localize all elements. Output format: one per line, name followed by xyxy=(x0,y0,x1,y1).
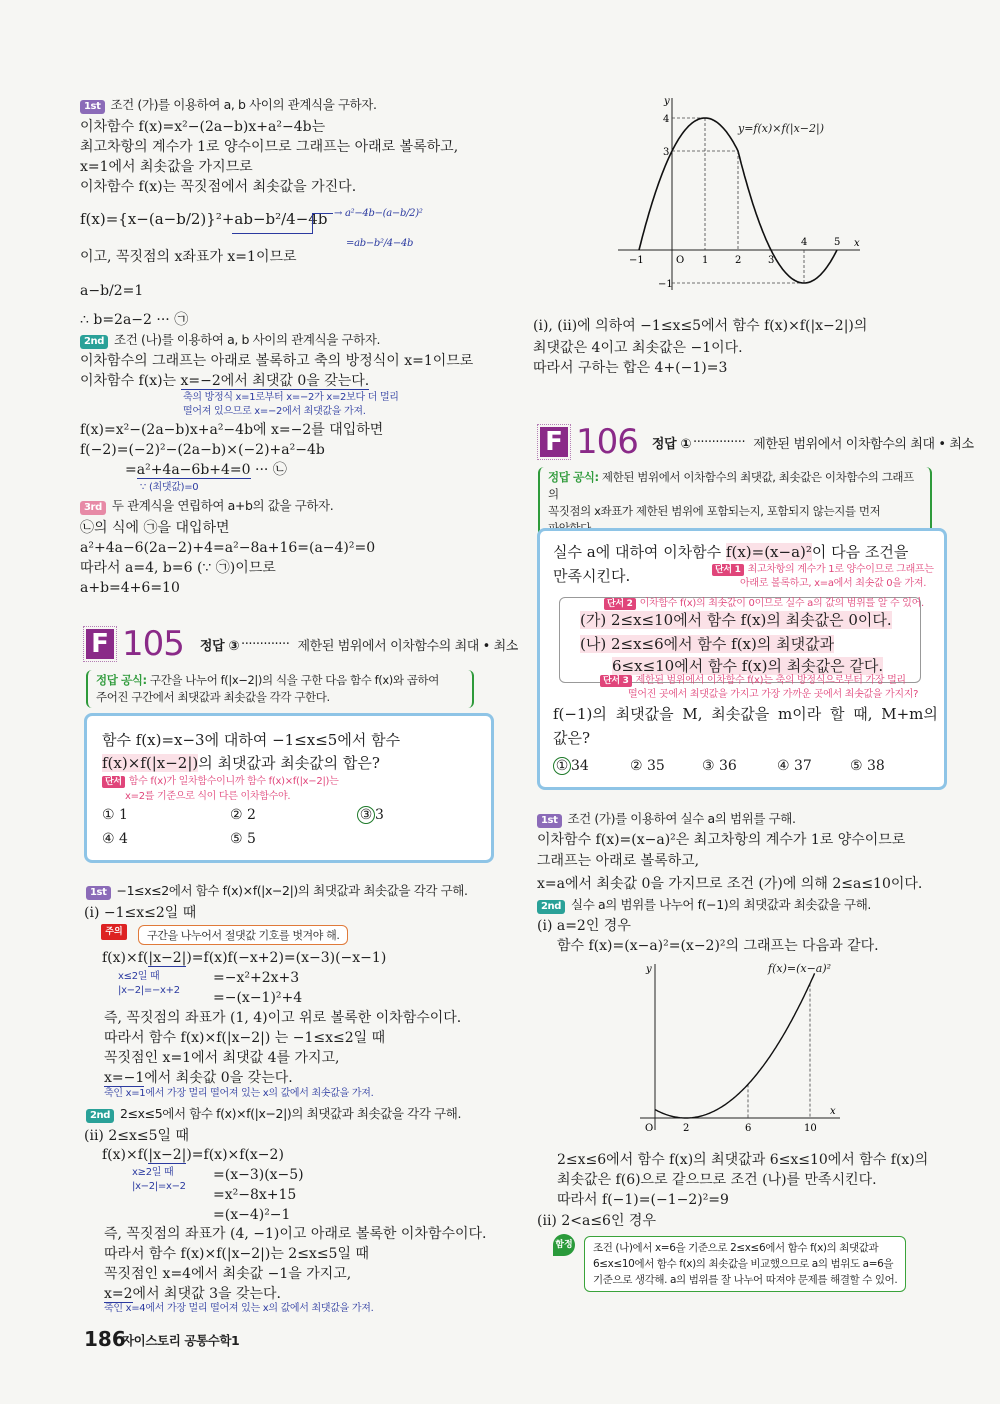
text-line: 이고, 꼭짓점의 x좌표가 x=1이므로 xyxy=(80,249,297,265)
text-line: 이차함수 f(x)=(x−a)²은 최고차항의 계수가 1로 양수이므로 xyxy=(537,832,906,848)
text-line xyxy=(104,1069,293,1087)
step-title: 2≤x≤5에서 함수 f(x)×f(|x−2|)의 최댓값과 최솟값을 각각 구해. xyxy=(120,1106,462,1121)
text: 조건 (나)에서 x=6을 기준으로 2≤x≤6에서 함수 f(x)의 최댓값과 xyxy=(593,1242,879,1254)
equation: =−x²+2x+3 xyxy=(213,970,300,986)
x-tick-label: −1 xyxy=(629,255,644,266)
text: )=f(x)×f(x−2) xyxy=(186,1147,284,1163)
annotation: → a²−4b−(a−b/2)² xyxy=(334,208,423,219)
step-2nd-heading xyxy=(537,896,871,914)
text-line: ㉡의 식에 ㉠을 대입하면 xyxy=(80,520,230,536)
underlined-text: a²+4a−6b+4=0 xyxy=(136,462,251,478)
x-tick-label: 2 xyxy=(735,255,742,266)
text: 이차함수 f(x)는 xyxy=(80,373,181,389)
step-title: 조건 (나)를 이용하여 a, b 사이의 관계식을 구하자. xyxy=(114,332,381,347)
choice-3-selected[interactable] xyxy=(357,806,384,824)
text: 에서 최솟값 0을 갖는다. xyxy=(144,1070,293,1086)
annotation: =ab−b²/4−4b xyxy=(346,238,414,249)
choice-2[interactable]: ② 2 xyxy=(230,807,256,823)
equation: f(−2)=(−2)²−(2a−b)×(−2)+a²−4b xyxy=(80,442,325,458)
choice-1[interactable]: ① 1 xyxy=(102,807,128,823)
choice-3[interactable]: ③ 36 xyxy=(702,758,737,774)
step-3rd-heading xyxy=(80,497,333,515)
x-tick-label: 5 xyxy=(834,237,841,248)
question-line: 값은? xyxy=(553,729,591,747)
hint-tag: 단서 2 xyxy=(604,598,636,610)
step-2nd-heading xyxy=(86,1105,461,1123)
text-line: (i), (ii)에 의하여 −1≤x≤5에서 함수 f(x)×f(|x−2|)의 xyxy=(533,318,868,334)
choice-5[interactable]: ⑤ 5 xyxy=(230,831,256,847)
step-title: 실수 a의 범위를 나누어 f(−1)의 최댓값과 최솟값을 구해. xyxy=(571,897,871,912)
x-tick-label: 2 xyxy=(683,1123,690,1134)
section-letter: F xyxy=(540,427,568,457)
choice-4[interactable]: ④ 37 xyxy=(777,758,812,774)
text-line: 꼭짓점인 x=4에서 최솟값 −1을 가지고, xyxy=(104,1266,352,1282)
hint-1 xyxy=(712,563,934,576)
underlined-text: x=−2에서 최댓값 0을 갖는다. xyxy=(180,373,370,389)
question-line xyxy=(102,754,380,772)
answer: 정답 ① xyxy=(651,436,691,452)
problem-106-header xyxy=(540,422,974,462)
formula-label: 정답 공식: xyxy=(96,673,147,687)
choice-1-selected[interactable] xyxy=(553,757,589,775)
text: 함수 f(x)가 일차함수이니까 함수 f(x)×f(|x−2|)는 xyxy=(128,776,339,787)
text: = xyxy=(125,462,137,478)
annotation: 축인 x=1에서 가장 멀리 떨어져 있는 x의 값에서 최솟값을 가져. xyxy=(104,1088,374,1099)
text: )=f(x)f(−x+2)=(x−3)(−x−1) xyxy=(186,950,387,966)
text-line: 최고차항의 계수가 1로 양수이므로 그래프는 아래로 볼록하고, xyxy=(80,139,459,155)
question-line: 함수 f(x)=x−3에 대하여 −1≤x≤5에서 함수 xyxy=(102,731,401,749)
y-tick-label: −1 xyxy=(658,279,673,290)
text-line: 이차함수의 그래프는 아래로 볼록하고 축의 방정식이 x=1이므로 xyxy=(80,353,474,369)
step-1st-heading xyxy=(86,882,468,900)
text: 제한된 범위에서 이차함수의 최댓값, 최솟값은 이차함수의 그래프의 xyxy=(548,470,914,501)
case-heading: (i) −1≤x≤2일 때 xyxy=(84,905,197,921)
text-line: x=1에서 최솟값을 가지므로 xyxy=(80,159,253,175)
annotation: 떨어져 있으므로 x=−2에서 최댓값을 가져. xyxy=(183,406,366,417)
section-letter: F xyxy=(86,629,114,659)
text-line: 따라서 구하는 합은 4+(−1)=3 xyxy=(533,360,728,376)
question-line xyxy=(553,543,908,561)
text: 실수 a에 대하여 이차함수 xyxy=(553,543,726,561)
y-tick-label: 4 xyxy=(663,114,670,125)
text-line: 최댓값은 4이고 최솟값은 −1이다. xyxy=(533,340,743,356)
equation: =x²−8x+15 xyxy=(213,1187,297,1203)
step-badge: 3rd xyxy=(80,501,106,515)
text: 주어진 구간에서 최댓값과 최솟값을 각각 구한다. xyxy=(96,690,330,704)
graph-parabola xyxy=(630,958,850,1138)
text-line: 따라서 함수 f(x)×f(|x−2|)는 2≤x≤5일 때 xyxy=(104,1246,369,1262)
text-line: 꼭짓점인 x=1에서 최댓값 4를 가지고, xyxy=(104,1050,340,1066)
hint-tag: 단서 1 xyxy=(712,564,744,576)
text: 의 최댓값과 최솟값의 합은? xyxy=(198,754,380,772)
text-line: 따라서 f(−1)=(−1−2)²=9 xyxy=(557,1192,729,1208)
selected-circle: ③ xyxy=(357,806,375,824)
annotation: x≤2일 때 xyxy=(118,971,160,982)
case-heading: (ii) 2<a≤6인 경우 xyxy=(537,1213,656,1229)
text-line: 함수 f(x)=(x−a)²=(x−2)²의 그래프는 다음과 같다. xyxy=(557,938,879,954)
x-tick-label: 3 xyxy=(768,255,775,266)
text-line: 그래프는 아래로 볼록하고, xyxy=(537,853,700,869)
text-line: x=a에서 최솟값 0을 가지므로 조건 (가)에 의해 2≤a≤10이다. xyxy=(537,876,923,892)
case-heading: (ii) 2≤x≤5일 때 xyxy=(84,1128,189,1144)
topic: 제한된 범위에서 이차함수의 최대 • 최소 xyxy=(297,638,518,654)
text-line: 즉, 꼭짓점의 좌표가 (4, −1)이고 아래로 볼록한 이차함수이다. xyxy=(104,1226,487,1242)
text: 에서 최댓값 3을 갖는다. xyxy=(132,1286,281,1302)
step-2nd-heading xyxy=(80,331,380,349)
case-heading: (i) a=2인 경우 xyxy=(537,918,631,934)
text: f(x)×f( xyxy=(102,1147,149,1163)
text-line: f(x)=x²−(2a−b)x+a²−4b에 x=−2를 대입하면 xyxy=(80,422,384,438)
text-line xyxy=(80,372,369,390)
equation xyxy=(102,949,386,967)
text-line: 따라서 a=4, b=6 (∵ ㉠)이므로 xyxy=(80,560,276,576)
hint-tag: 단서 xyxy=(102,776,125,788)
question-line: 만족시킨다. xyxy=(553,567,631,585)
condition-na xyxy=(612,657,883,675)
underlined-text: x=2 xyxy=(104,1286,133,1302)
text: 구간을 나누어 f(|x−2|)의 식을 구한 다음 함수 f(x)와 곱하여 xyxy=(146,673,439,687)
y-tick-label: 3 xyxy=(663,147,670,158)
hint-tag: 단서 3 xyxy=(600,675,632,687)
step-badge: 1st xyxy=(80,100,105,114)
condition-ga xyxy=(580,611,892,629)
function-curve xyxy=(655,973,815,1118)
equation: =(x−4)²−1 xyxy=(213,1207,291,1223)
trap-tag: 함정 xyxy=(553,1234,575,1256)
text: (나) 2≤x≤6에서 함수 f(x)의 최댓값과 xyxy=(580,635,835,653)
origin-label: O xyxy=(645,1123,654,1134)
highlighted-text: f(x)=(x−a)² xyxy=(725,543,812,561)
y-axis-label: y xyxy=(664,96,670,107)
text: f(x)×f( xyxy=(102,950,149,966)
text-line: 이차함수 f(x)=x²−(2a−b)x+a²−4b는 xyxy=(80,119,326,135)
answer: 정답 ③ xyxy=(199,638,239,654)
text: 제한된 범위에서 이차함수 f(x)는 축의 방정식으로부터 가장 멀리 xyxy=(635,675,906,686)
hint xyxy=(102,775,338,788)
annotation: 축의 방정식 x=1로부터 x=−2가 x=2보다 더 멀리 xyxy=(183,392,399,403)
equation: a²+4a−6(2a−2)+4=a²−8a+16=(a−4)²=0 xyxy=(80,540,376,556)
x-tick-label: 10 xyxy=(804,1123,817,1134)
hint-3 xyxy=(600,674,906,687)
page-number: 186 xyxy=(84,1327,126,1351)
text: 3 xyxy=(375,807,384,823)
annotation: |x−2|=−x+2 xyxy=(118,985,180,996)
step-1st-heading xyxy=(537,810,796,828)
annotation: |x−2|=x−2 xyxy=(132,1181,186,1192)
step-badge: 2nd xyxy=(86,1109,114,1123)
text-line: 즉, 꼭짓점의 좌표가 (1, 4)이고 위로 볼록한 이차함수이다. xyxy=(104,1010,462,1026)
text: (가) 2≤x≤10에서 함수 f(x)의 최솟값은 0이다. xyxy=(580,611,892,629)
choice-2[interactable]: ② 35 xyxy=(630,758,665,774)
problem-105-header xyxy=(86,624,518,664)
condition-na xyxy=(580,635,834,653)
graph-label: y=f(x)×f(|x−2|) xyxy=(738,122,824,135)
step-1st-heading xyxy=(80,96,377,114)
annotation: x≥2일 때 xyxy=(132,1167,174,1178)
dots: ·············· xyxy=(692,434,746,450)
text-line: 이차함수 f(x)는 꼭짓점에서 최솟값을 가진다. xyxy=(80,179,357,195)
x-axis-label: x xyxy=(854,238,860,249)
step-title: −1≤x≤2에서 함수 f(x)×f(|x−2|)의 최댓값과 최솟값을 각각 구해. xyxy=(116,883,468,898)
problem-number: 106 xyxy=(576,422,638,462)
annotation: ∵ (최댓값)=0 xyxy=(140,482,199,493)
step-title: 두 관계식을 연립하여 a+b의 값을 구하자. xyxy=(111,498,334,513)
text-line: 2≤x≤6에서 함수 f(x)의 최댓값과 6≤x≤10에서 함수 f(x)의 xyxy=(557,1152,929,1168)
text: 이 다음 조건을 xyxy=(811,543,909,561)
step-badge: 2nd xyxy=(537,900,565,914)
underlined-text: x=−1 xyxy=(104,1070,145,1086)
equation xyxy=(125,461,287,479)
text: 이차함수 f(x)의 최솟값이 0이므로 실수 a의 값의 범위를 알 수 있어. xyxy=(639,598,924,609)
highlighted-text: f(x)×f(|x−2|) xyxy=(102,754,199,772)
choice-4[interactable]: ④ 4 xyxy=(102,831,128,847)
text: 34 xyxy=(571,758,589,774)
text: 꼭짓점의 x좌표가 제한된 범위에 포함되는지, 포함되지 않는지를 먼저 xyxy=(548,504,881,518)
step-badge: 1st xyxy=(86,886,111,900)
y-axis-label: y xyxy=(646,964,652,975)
caution-callout: 구간을 나누어서 절댓값 기호를 벗겨야 해. xyxy=(138,925,348,945)
equation: a−b/2=1 xyxy=(80,283,144,299)
problem-number: 105 xyxy=(122,624,184,664)
origin-label: O xyxy=(676,255,685,266)
hint-2 xyxy=(604,597,924,610)
equation: f(x)={x−(a−b/2)}²+ab−b²/4−4b xyxy=(80,210,328,228)
graph-label: f(x)=(x−a)² xyxy=(768,962,832,975)
arrow-connector xyxy=(312,213,333,234)
trap-callout xyxy=(584,1236,906,1292)
underlined-text: |x−2| xyxy=(148,950,187,966)
equation: =−(x−1)²+4 xyxy=(213,990,303,1006)
hint-1: 아래로 볼록하고, x=a에서 최솟값 0을 가져. xyxy=(740,578,927,589)
annotation: 축인 x=4에서 가장 멀리 떨어져 있는 x의 값에서 최댓값을 가져. xyxy=(104,1303,374,1314)
equation xyxy=(102,1146,284,1164)
text: 최고차항의 계수가 1로 양수이므로 그래프는 xyxy=(747,564,934,575)
answer-formula xyxy=(86,670,474,708)
book-title: 자이스토리 공통수학1 xyxy=(122,1333,240,1348)
equation: a+b=4+6=10 xyxy=(80,580,180,596)
text-line: 최솟값은 f(6)으로 같으므로 조건 (나)를 만족시킨다. xyxy=(557,1172,877,1188)
question-line: f(−1)의 최댓값을 M, 최솟값을 m이라 할 때, M+m의 xyxy=(553,705,938,723)
underline xyxy=(232,233,312,234)
text: 기준으로 생각해. a의 범위를 잘 나누어 따져야 문제를 해결할 수 있어. xyxy=(593,1274,898,1286)
formula-label: 정답 공식: xyxy=(548,470,599,484)
equation: ∴ b=2a−2 ··· ㉠ xyxy=(80,312,189,328)
text-line xyxy=(104,1285,281,1303)
x-tick-label: 4 xyxy=(801,237,808,248)
hint-3: 떨어진 곳에서 최댓값을 가지고 가장 가까운 곳에서 최솟값을 가지지? xyxy=(628,689,919,700)
text: 6≤x≤10에서 함수 f(x)의 최솟값은 같다. xyxy=(612,657,884,675)
step-title: 조건 (가)를 이용하여 실수 a의 범위를 구해. xyxy=(567,811,796,826)
topic: 제한된 범위에서 이차함수의 최대 • 최소 xyxy=(753,436,974,452)
text-line: 따라서 함수 f(x)×f(|x−2|) 는 −1≤x≤2일 때 xyxy=(104,1030,386,1046)
caution-tag: 주의 xyxy=(101,924,127,940)
x-tick-label: 1 xyxy=(702,255,709,266)
text: 6≤x≤10에서 함수 f(x)의 최솟값을 비교했으므로 a의 범위도 a=6을 xyxy=(593,1258,894,1270)
hint: x=2를 기준으로 식이 다른 이차함수야. xyxy=(125,791,291,802)
choice-5[interactable]: ⑤ 38 xyxy=(850,758,885,774)
x-axis-label: x xyxy=(830,1106,836,1117)
x-tick-label: 6 xyxy=(745,1123,752,1134)
step-badge: 1st xyxy=(537,814,562,828)
selected-circle: ① xyxy=(553,757,571,775)
step-title: 조건 (가)를 이용하여 a, b 사이의 관계식을 구하자. xyxy=(110,97,377,112)
underlined-text: |x−2| xyxy=(148,1147,187,1163)
step-badge: 2nd xyxy=(80,335,108,349)
dots: ············· xyxy=(240,636,290,652)
text: ··· ㉡ xyxy=(250,462,287,478)
equation: =(x−3)(x−5) xyxy=(213,1167,304,1183)
